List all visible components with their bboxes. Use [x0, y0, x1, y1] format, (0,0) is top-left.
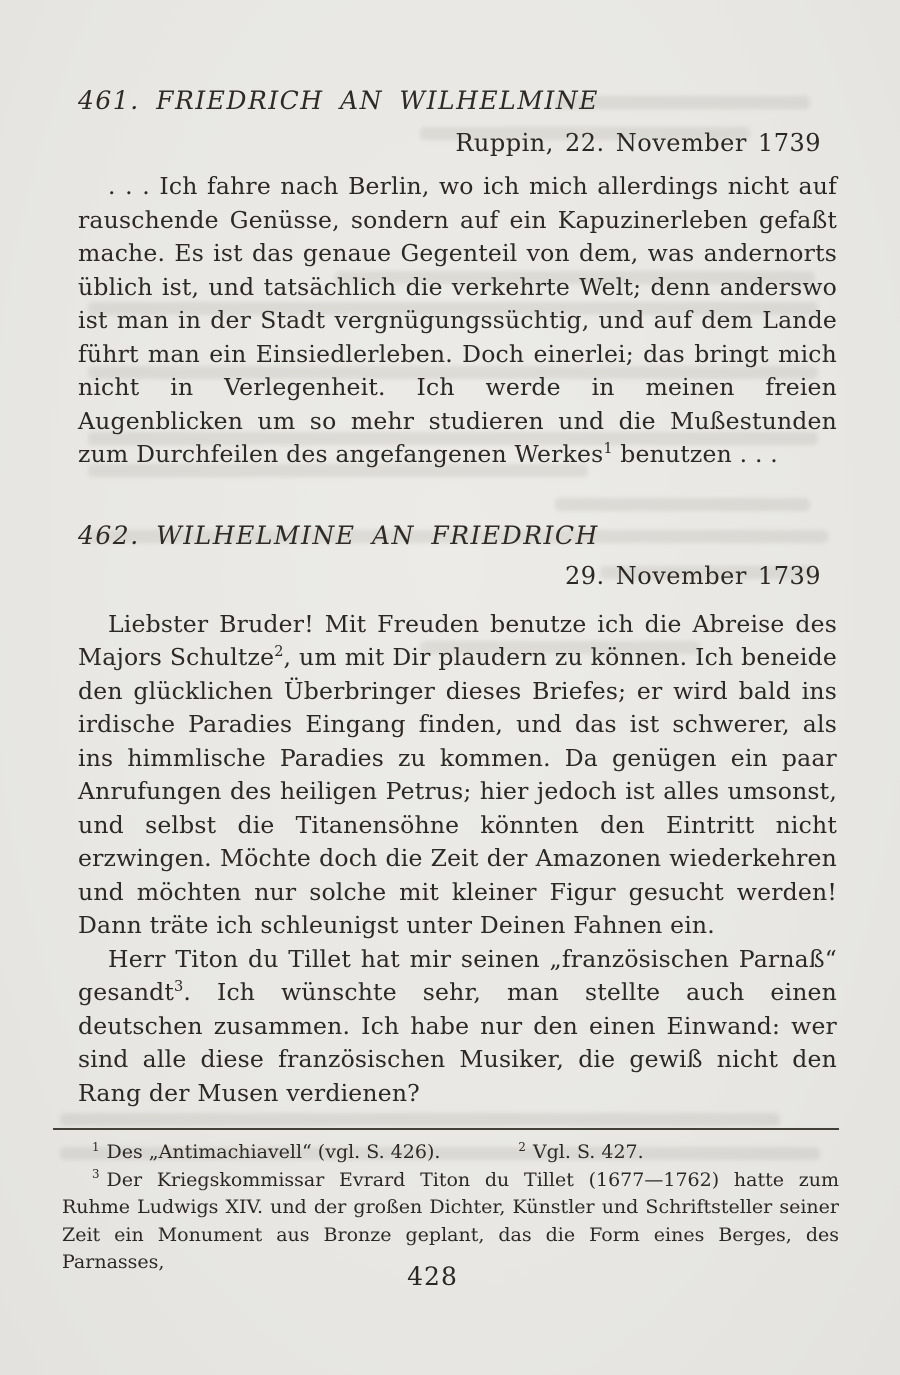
page-number: 428: [407, 1262, 458, 1291]
footnote-ref-1: 1: [603, 440, 613, 458]
paragraph-text: benutzen . . .: [612, 440, 778, 468]
letter-462-dateline: 29. November 1739: [564, 561, 821, 590]
footnote-ref-2: 2: [274, 643, 284, 661]
letter-461-heading: 461. FRIEDRICH AN WILHELMINE: [78, 86, 599, 115]
footnote-3-marker: 3: [92, 1167, 100, 1182]
letter-461-paragraph: [78, 170, 837, 472]
footnote-1-marker: 1: [92, 1139, 100, 1154]
letter-461: [78, 86, 837, 472]
letter-462-heading: 462. WILHELMINE AN FRIEDRICH: [78, 520, 599, 550]
footnote-2-marker: 2: [518, 1139, 526, 1154]
footnote-row-1-2: [53, 1139, 839, 1167]
footnote-3-text: Der Kriegskommissar Evrard Titon du Tillet (1677—1762) hatte zum Ruhme Ludwigs XIV. und der großen Dichter, Künstler und Schriftsteller seiner Zeit ein Monument aus Bronze geplant, das die Form eines Berges, des Parnasses,: [62, 1168, 839, 1273]
letter-461-dateline: Ruppin, 22. November 1739: [455, 129, 821, 157]
letter-462-paragraph-2: [78, 943, 837, 1111]
paragraph-text: Herr Titon du Tillet hat mir seinen „französischen Parnaß“ gesandt: [78, 944, 837, 1006]
paragraph-text: . Ich wünschte sehr, man stellte auch einen deutschen zusammen. Ich habe nur den einen Einwand: wer sind alle diese französischen Musiker, die gewiß nicht den Rang der Musen verdienen?: [78, 978, 837, 1107]
footnote-2: [518, 1141, 643, 1163]
footnotes-block: [53, 1128, 839, 1277]
letter-462-paragraph-1: [78, 608, 837, 943]
footnote-3: [53, 1167, 839, 1277]
letter-462: [78, 521, 837, 1111]
paragraph-text: Liebster Bruder! Mit Freuden benutze ich die Abreise des Majors Schultze: [78, 609, 837, 671]
footnote-1: [92, 1141, 440, 1163]
footnote-ref-3: 3: [174, 978, 184, 996]
paragraph-text: . . . Ich fahre nach Berlin, wo ich mich allerdings nicht auf rauschende Genüsse, sondern auf ein Kapuzinerleben gefaßt mache. Es ist das genaue Gegenteil von dem, was andernorts üblich ist, und tatsächlich die verkehrte Welt; denn anderswo ist man in der Stadt vergnügungssüchtig, und auf dem Lande führt man ein Einsiedlerleben. Doch einerlei; das bringt mich nicht in Verlegenheit. Ich werde in meinen freien Augenblicken um so mehr studieren und die Mußestunden zum Durchfeilen des angefangenen Werkes: [78, 172, 837, 468]
footnote-1-text: Des „Antimachiavell“ (vgl. S. 426).: [106, 1141, 441, 1163]
footnote-2-text: Vgl. S. 427.: [532, 1141, 644, 1163]
paragraph-text: , um mit Dir plaudern zu können. Ich beneide den glücklichen Überbringer dieses Briefes; er wird bald ins irdische Paradies Eingang finden, und das ist schwerer, als ins himmlische Paradies zu kommen. Da genügen ein paar Anrufungen des heiligen Petrus; hier jedoch ist alles umsonst, und selbst die Titanensöhne könnten den Eintritt nicht erzwingen. Möchte doch die Zeit der Amazonen wiederkehren und möchten nur solche mit kleiner Figur gesucht werden! Dann träte ich schleunigst unter Deinen Fahnen ein.: [78, 643, 837, 939]
